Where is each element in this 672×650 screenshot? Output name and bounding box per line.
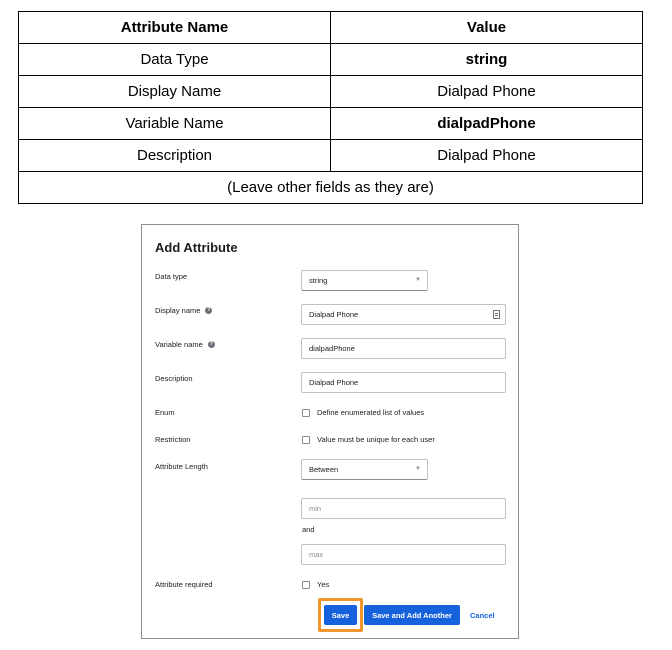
attribute-length-value: Between bbox=[309, 465, 339, 474]
footer-note: (Leave other fields as they are) bbox=[19, 172, 643, 204]
required-checkbox-row[interactable] bbox=[302, 580, 329, 589]
restriction-checkbox-row[interactable] bbox=[302, 435, 435, 444]
variable-name-label-text: Variable name bbox=[155, 340, 203, 349]
header-value: Value bbox=[331, 12, 643, 44]
description-label bbox=[155, 374, 193, 383]
display-name-label bbox=[155, 306, 212, 315]
table-row bbox=[19, 76, 643, 108]
table-footer-row bbox=[19, 172, 643, 204]
display-name-label-text: Display name bbox=[155, 306, 201, 315]
chevron-down-icon: ▼ bbox=[415, 277, 421, 283]
table-row bbox=[19, 44, 643, 76]
description-label-text: Description bbox=[155, 374, 193, 383]
display-name-input[interactable] bbox=[301, 304, 506, 325]
data-type-label-text: Data type bbox=[155, 272, 188, 281]
attribute-length-label bbox=[155, 462, 208, 471]
restriction-label bbox=[155, 435, 190, 444]
required-checkbox[interactable] bbox=[302, 581, 310, 589]
help-icon[interactable]: ? bbox=[209, 340, 213, 347]
add-attribute-dialog bbox=[141, 224, 519, 639]
variable-name-label bbox=[155, 340, 215, 349]
help-icon[interactable]: ? bbox=[207, 306, 211, 313]
required-checkbox-label: Yes bbox=[317, 580, 330, 589]
enum-checkbox-row[interactable] bbox=[302, 408, 424, 417]
restriction-checkbox[interactable] bbox=[302, 436, 310, 444]
enum-checkbox[interactable] bbox=[302, 409, 310, 417]
cell-name: Description bbox=[19, 140, 331, 172]
attribute-length-select[interactable] bbox=[301, 459, 428, 480]
cell-value: dialpadPhone bbox=[331, 108, 643, 140]
data-type-label bbox=[155, 272, 187, 281]
restriction-label-text: Restriction bbox=[155, 435, 191, 444]
variable-name-value: dialpadPhone bbox=[309, 344, 355, 353]
data-type-select[interactable] bbox=[301, 270, 428, 291]
display-name-value: Dialpad Phone bbox=[309, 310, 359, 319]
description-input[interactable] bbox=[301, 372, 506, 393]
data-type-value: string bbox=[309, 276, 328, 285]
cell-name: Data Type bbox=[19, 44, 331, 76]
attribute-required-label bbox=[155, 580, 213, 589]
enum-label-text: Enum bbox=[155, 408, 175, 417]
cell-name: Variable Name bbox=[19, 108, 331, 140]
cancel-button[interactable]: Cancel bbox=[470, 610, 495, 620]
cell-name: Display Name bbox=[19, 76, 331, 108]
cell-value: Dialpad Phone bbox=[331, 140, 643, 172]
cell-value: string bbox=[331, 44, 643, 76]
attribute-table bbox=[18, 11, 643, 204]
restriction-checkbox-label: Value must be unique for each user bbox=[317, 435, 435, 444]
enum-label bbox=[155, 408, 175, 417]
variable-name-input[interactable] bbox=[301, 338, 506, 359]
max-placeholder: max bbox=[309, 550, 324, 559]
chevron-down-icon: ▼ bbox=[415, 466, 421, 472]
table-header-row bbox=[19, 12, 643, 44]
min-length-input[interactable] bbox=[301, 498, 506, 519]
attribute-required-label-text: Attribute required bbox=[155, 580, 213, 589]
save-button[interactable]: Save bbox=[324, 605, 357, 625]
description-value: Dialpad Phone bbox=[309, 378, 359, 387]
attribute-length-label-text: Attribute Length bbox=[155, 462, 208, 471]
dialog-title: Add Attribute bbox=[155, 240, 238, 255]
table-row bbox=[19, 108, 643, 140]
and-text: and bbox=[302, 525, 315, 534]
save-and-add-another-button[interactable]: Save and Add Another bbox=[364, 605, 460, 625]
cell-value: Dialpad Phone bbox=[331, 76, 643, 108]
document-icon bbox=[493, 310, 500, 319]
header-attribute-name: Attribute Name bbox=[19, 12, 331, 44]
table-row bbox=[19, 140, 643, 172]
max-length-input[interactable] bbox=[301, 544, 506, 565]
enum-checkbox-label: Define enumerated list of values bbox=[317, 408, 425, 417]
min-placeholder: min bbox=[309, 504, 322, 513]
